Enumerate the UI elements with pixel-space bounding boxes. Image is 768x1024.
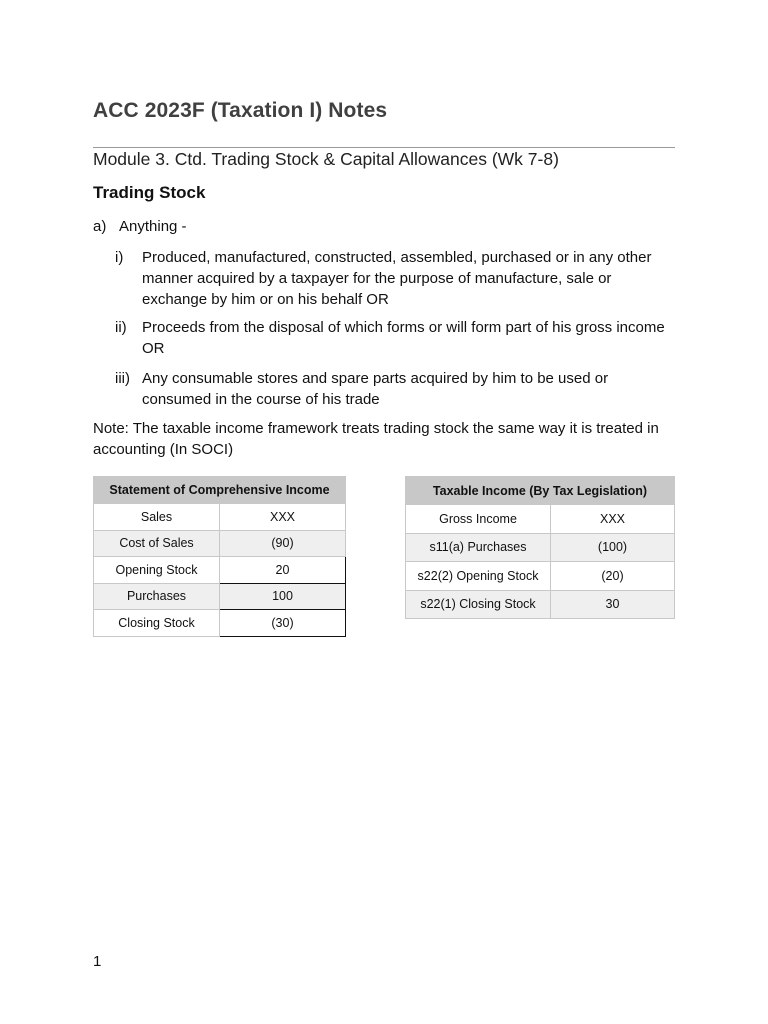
row-value: (30)	[220, 610, 346, 637]
list-marker: a)	[93, 218, 107, 235]
soci-table	[93, 476, 346, 637]
sub-item-text: Proceeds from the disposal of which forms or will form part of his gross income OR	[142, 319, 665, 357]
sub-item-text: Produced, manufactured, constructed, assembled, purchased or in any other manner acquired by a taxpayer for the purpose of manufacture, sale or exchange by him or on his behalf OR	[142, 249, 652, 308]
note-paragraph: Note: The taxable income framework treats trading stock the same way it is treated in accounting (In SOCI)	[93, 420, 659, 458]
list-item-a	[93, 216, 187, 237]
document-title: ACC 2023F (Taxation I) Notes	[93, 99, 388, 122]
table-row	[406, 533, 675, 562]
row-label: Cost of Sales	[94, 530, 220, 557]
row-label: Gross Income	[406, 505, 551, 534]
row-value: 20	[220, 557, 346, 584]
row-value: XXX	[551, 505, 675, 534]
row-value: XXX	[220, 504, 346, 531]
table-row	[406, 562, 675, 591]
table-row	[94, 504, 346, 531]
module-title: Module 3. Ctd. Trading Stock & Capital Allowances (Wk 7-8)	[93, 149, 559, 169]
row-value: (20)	[551, 562, 675, 591]
row-value: 30	[551, 590, 675, 619]
sub-item-iii	[115, 368, 677, 410]
sub-item-marker: i)	[115, 249, 124, 266]
table-row	[94, 610, 346, 637]
table-header: Statement of Comprehensive Income	[94, 477, 346, 504]
sub-item-ii	[115, 317, 677, 359]
row-value: (100)	[551, 533, 675, 562]
table-row	[406, 505, 675, 534]
table-row	[94, 583, 346, 610]
taxable-income-table	[405, 476, 675, 619]
row-label: s11(a) Purchases	[406, 533, 551, 562]
row-label: s22(2) Opening Stock	[406, 562, 551, 591]
sub-item-i	[115, 247, 677, 310]
table-header: Taxable Income (By Tax Legislation)	[406, 477, 675, 505]
title-divider	[93, 147, 675, 148]
list-item-text: Anything -	[119, 218, 187, 235]
table-row	[94, 530, 346, 557]
row-value: 100	[220, 583, 346, 610]
section-title: Trading Stock	[93, 183, 206, 202]
document-page	[93, 0, 675, 1024]
sub-item-marker: ii)	[115, 319, 127, 336]
row-label: Opening Stock	[94, 557, 220, 584]
sub-item-text: Any consumable stores and spare parts acquired by him to be used or consumed in the course of his trade	[142, 370, 609, 408]
sub-item-marker: iii)	[115, 370, 130, 387]
row-label: Closing Stock	[94, 610, 220, 637]
page-number: 1	[93, 953, 102, 970]
table-row	[94, 557, 346, 584]
table-row	[406, 590, 675, 619]
row-label: Sales	[94, 504, 220, 531]
row-label: s22(1) Closing Stock	[406, 590, 551, 619]
row-label: Purchases	[94, 583, 220, 610]
row-value: (90)	[220, 530, 346, 557]
